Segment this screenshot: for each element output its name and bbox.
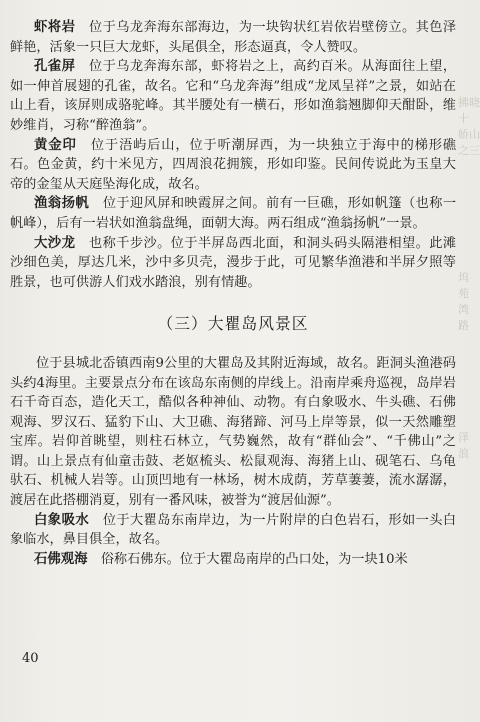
entry-term: 孔雀屏	[34, 59, 76, 75]
bleed-through-text: 坞 苑 湾 路	[458, 271, 469, 332]
section-intro-paragraph: 位于县城北岙镇西南9公里的大瞿岛及其附近海域，故名。距洞头渔港码头约4海里。主要景点分布在该岛东南侧的岸线上。沿南岸乘舟巡视，岛岸岩石千奇百态，造化天工，酷似各种神仙、动物。有白象吸水、牛头礁、石佛观海、罗汉石、猛豹下山、大卫礁、海猪蹄、河马上岸等景，似一天然雕塑宝库。岩仰首眺望，则柱石林立，气势巍然，故有“群仙会”、“千佛山”之谓。山上景点有仙童击鼓、老妪梳头、松鼠观海、海猪上山、砚笔石、乌龟驮石、机械人岩等。山顶凹地有一林场，树木成荫，芳草萋萋，流水潺潺，渡居在此搭棚消夏，别有一番风味，被誉为“渡居仙源”。	[10, 355, 456, 509]
entry-term: 大沙龙	[34, 235, 76, 251]
entry-paragraph	[10, 234, 456, 293]
page-number: 40	[22, 651, 39, 666]
entry-text: 位于乌龙奔海东部，虾将岩之上，高约百米。从海面往上望，如一伸首展翅的孔雀，故名。它和“乌龙奔海”组成“龙凤呈祥”之景，如站在山上看，该屏则成骆驼峰。其半腰处有一横石，形如渔翁翘脚仰天酣卧，维妙维肖，习称“醉渔翁”。	[10, 59, 457, 133]
entry-term: 虾将岩	[34, 20, 76, 35]
entry-text: 位于乌龙奔海东部海边，为一块钩状红岩依岩壁傍立。其色泽鲜艳，活象一只巨大龙虾，头尾俱全，形态逼真，令人赞叹。	[10, 20, 457, 55]
entry-paragraph	[10, 136, 456, 195]
page-body	[10, 18, 456, 569]
entry-paragraph	[10, 511, 456, 550]
entry-term: 黄金印	[34, 137, 77, 153]
entry-term: 渔翁扬帆	[34, 196, 90, 212]
entry-text: 位于浯屿后山，位于听潮屏西，为一块独立于海中的梯形礁石。色金黄，约十米见方，四周浪花拥簇，形如印鉴。民间传说此为玉皇大帝的金玺从天庭坠海化成，故名。	[10, 137, 457, 192]
entry-text: 也称千步沙。位于半屏岛西北面，和洞头码头隔港相望。此滩沙细色美，厚达几米，沙中多贝壳，漫步于此，可见繁华渔港和半屏夕照等胜景，也可供游人们戏水踏浪，别有情趣。	[10, 235, 457, 290]
section-heading: （三）大瞿岛风景区	[157, 314, 309, 334]
entry-paragraph	[10, 18, 456, 57]
bleed-through-text: 泽 浪	[458, 431, 469, 460]
entry-text: 位于迎风屏和映霞屏之间。前有一巨礁，形如帆篷（也称一帆峰），后有一岩状如渔翁盘绳，面朝大海。两石组成“渔翁扬帆”一景。	[10, 196, 457, 231]
entry-paragraph	[10, 550, 456, 570]
entry-term: 白象吸水	[34, 512, 90, 528]
entry-text: 位于大瞿岛东南岸边，为一片附岸的白色岩石，形如一头白象临水，鼻目俱全，故名。	[10, 512, 457, 548]
bleed-through-text: 拂晓十 娇山 之三	[458, 96, 480, 157]
entry-paragraph	[10, 57, 456, 135]
entry-term: 石佛观海	[34, 551, 88, 567]
entry-text: 俗称石佛东。位于大瞿岛南岸的凸口处，为一块10米	[100, 551, 408, 567]
entry-paragraph	[10, 194, 456, 233]
